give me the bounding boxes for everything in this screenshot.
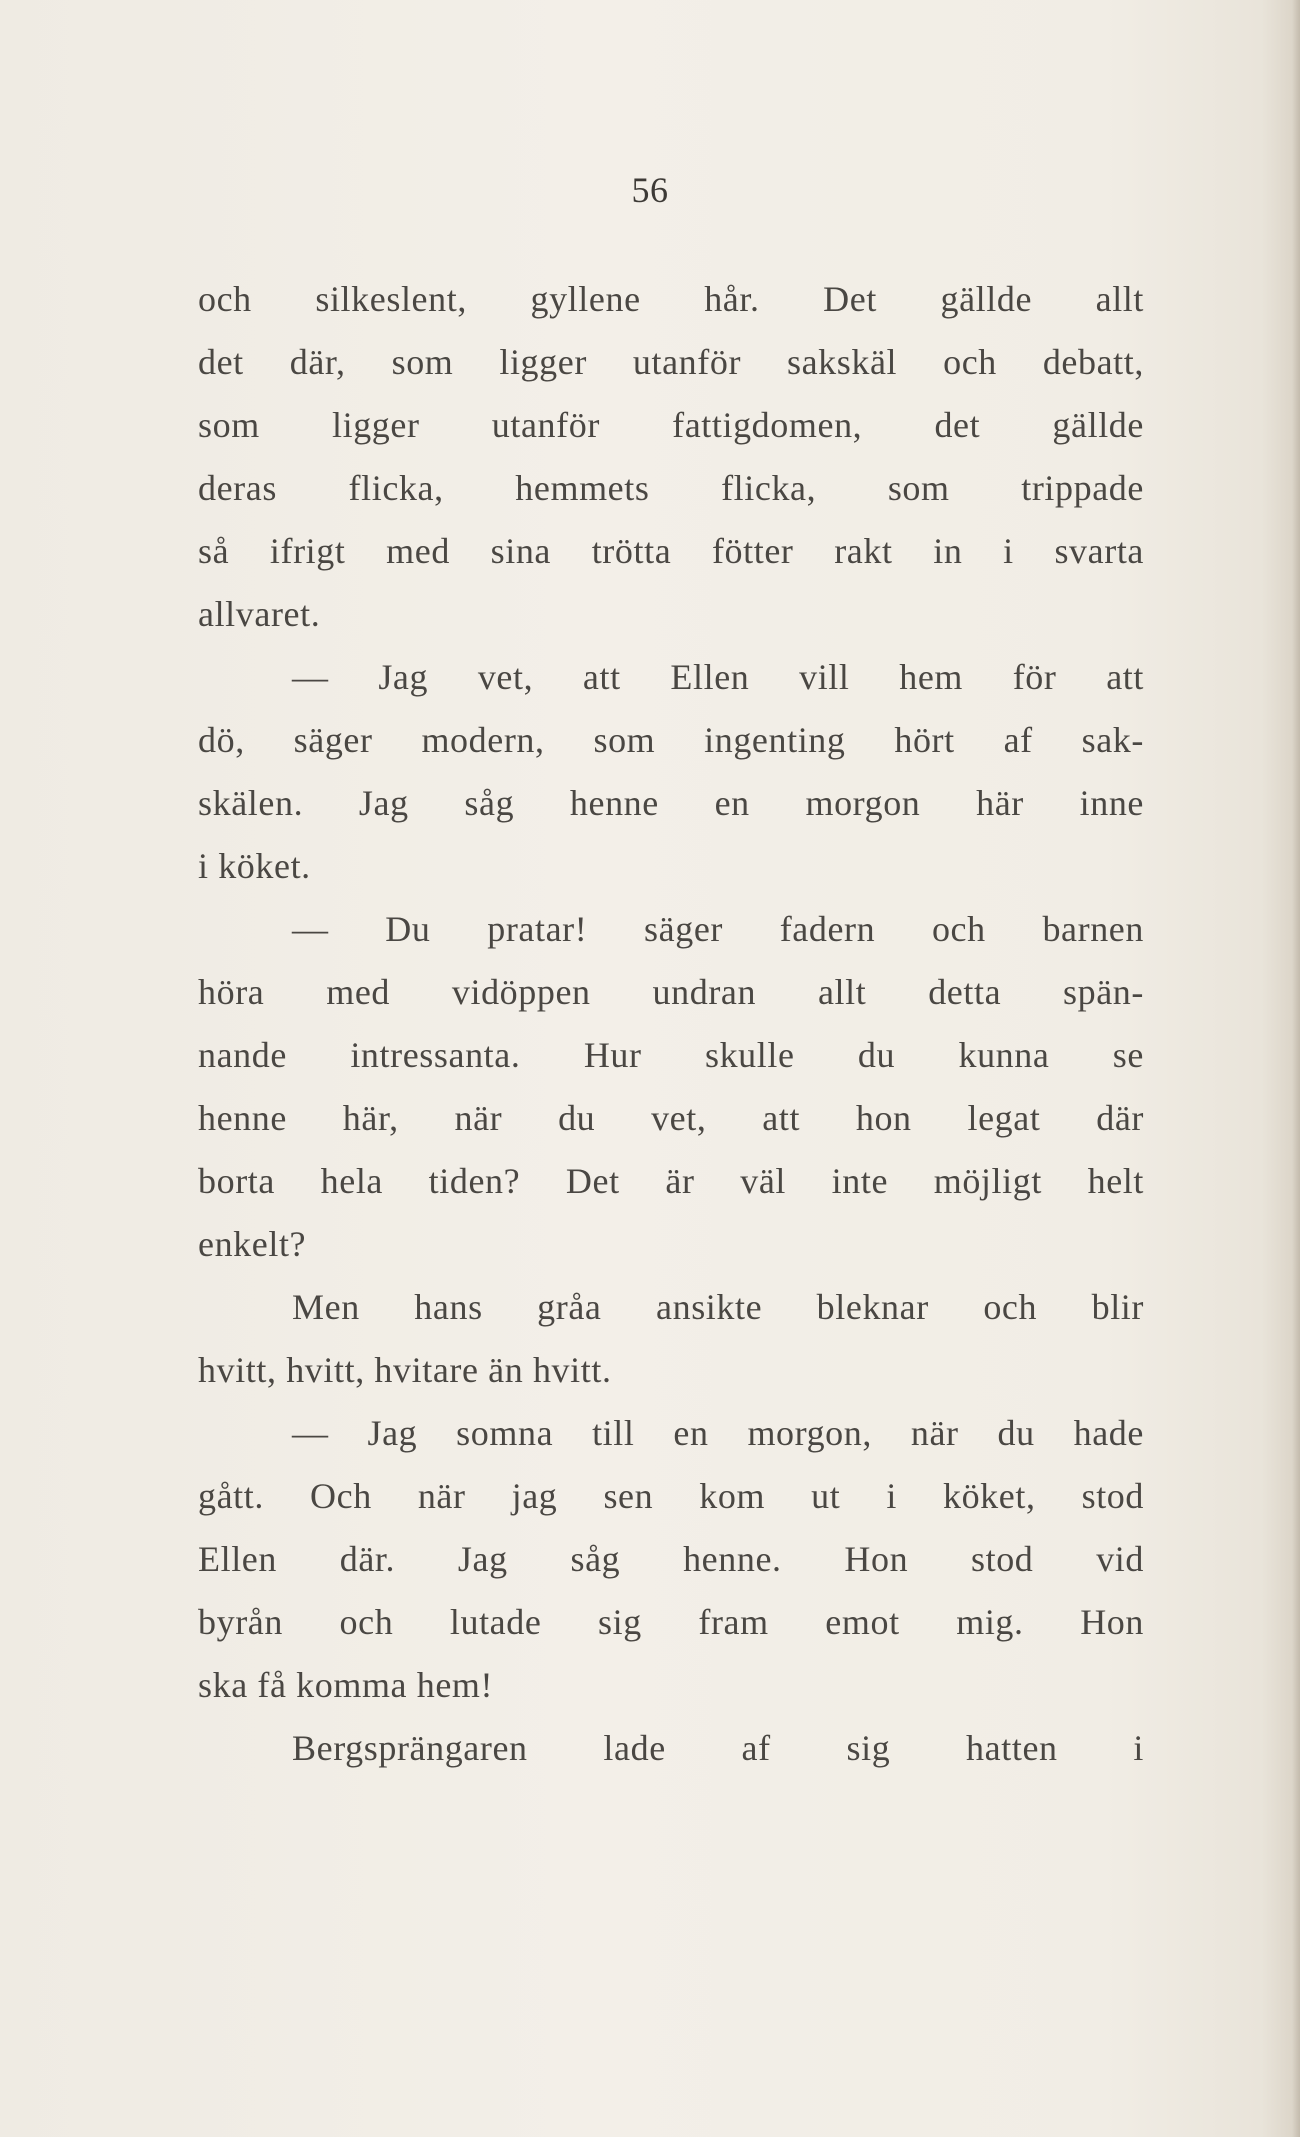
text-line: — Du pratar! säger fadern och barnen: [292, 909, 1144, 949]
text-line: ska få komma hem!: [198, 1665, 494, 1705]
text-line: enkelt?: [198, 1224, 307, 1264]
text-line: och silkeslent, gyllene hår. Det gällde allt: [198, 279, 1144, 319]
text-line: allvaret.: [198, 594, 321, 634]
text-line: nande intressanta. Hur skulle du kunna se: [198, 1035, 1144, 1075]
text-line: — Jag somna till en morgon, när du hade: [292, 1413, 1144, 1453]
text-line: så ifrigt med sina trötta fötter rakt in i svarta: [198, 531, 1144, 571]
text-line: deras flicka, hemmets flicka, som trippade: [198, 468, 1144, 508]
text-line: byrån och lutade sig fram emot mig. Hon: [198, 1602, 1144, 1642]
body-text: [198, 268, 1144, 1780]
text-line: dö, säger modern, som ingenting hört af sak-: [198, 720, 1144, 760]
text-line: det där, som ligger utanför sakskäl och debatt,: [198, 342, 1144, 382]
text-line: skälen. Jag såg henne en morgon här inne: [198, 783, 1144, 823]
text-line: hvitt, hvitt, hvitare än hvitt.: [198, 1350, 612, 1390]
page-edge-shadow: [1292, 0, 1300, 2137]
text-line: som ligger utanför fattigdomen, det gällde: [198, 405, 1144, 445]
text-line: henne här, när du vet, att hon legat där: [198, 1098, 1144, 1138]
text-line: gått. Och när jag sen kom ut i köket, stod: [198, 1476, 1144, 1516]
text-line: Bergsprängaren lade af sig hatten i: [292, 1728, 1144, 1768]
text-line: i köket.: [198, 846, 311, 886]
text-line: — Jag vet, att Ellen vill hem för att: [292, 657, 1144, 697]
text-line: höra med vidöppen undran allt detta spän-: [198, 972, 1144, 1012]
page-number: 56: [631, 170, 669, 210]
text-line: Ellen där. Jag såg henne. Hon stod vid: [198, 1539, 1144, 1579]
text-line: borta hela tiden? Det är väl inte möjligt helt: [198, 1161, 1144, 1201]
text-line: Men hans gråa ansikte bleknar och blir: [292, 1287, 1144, 1327]
